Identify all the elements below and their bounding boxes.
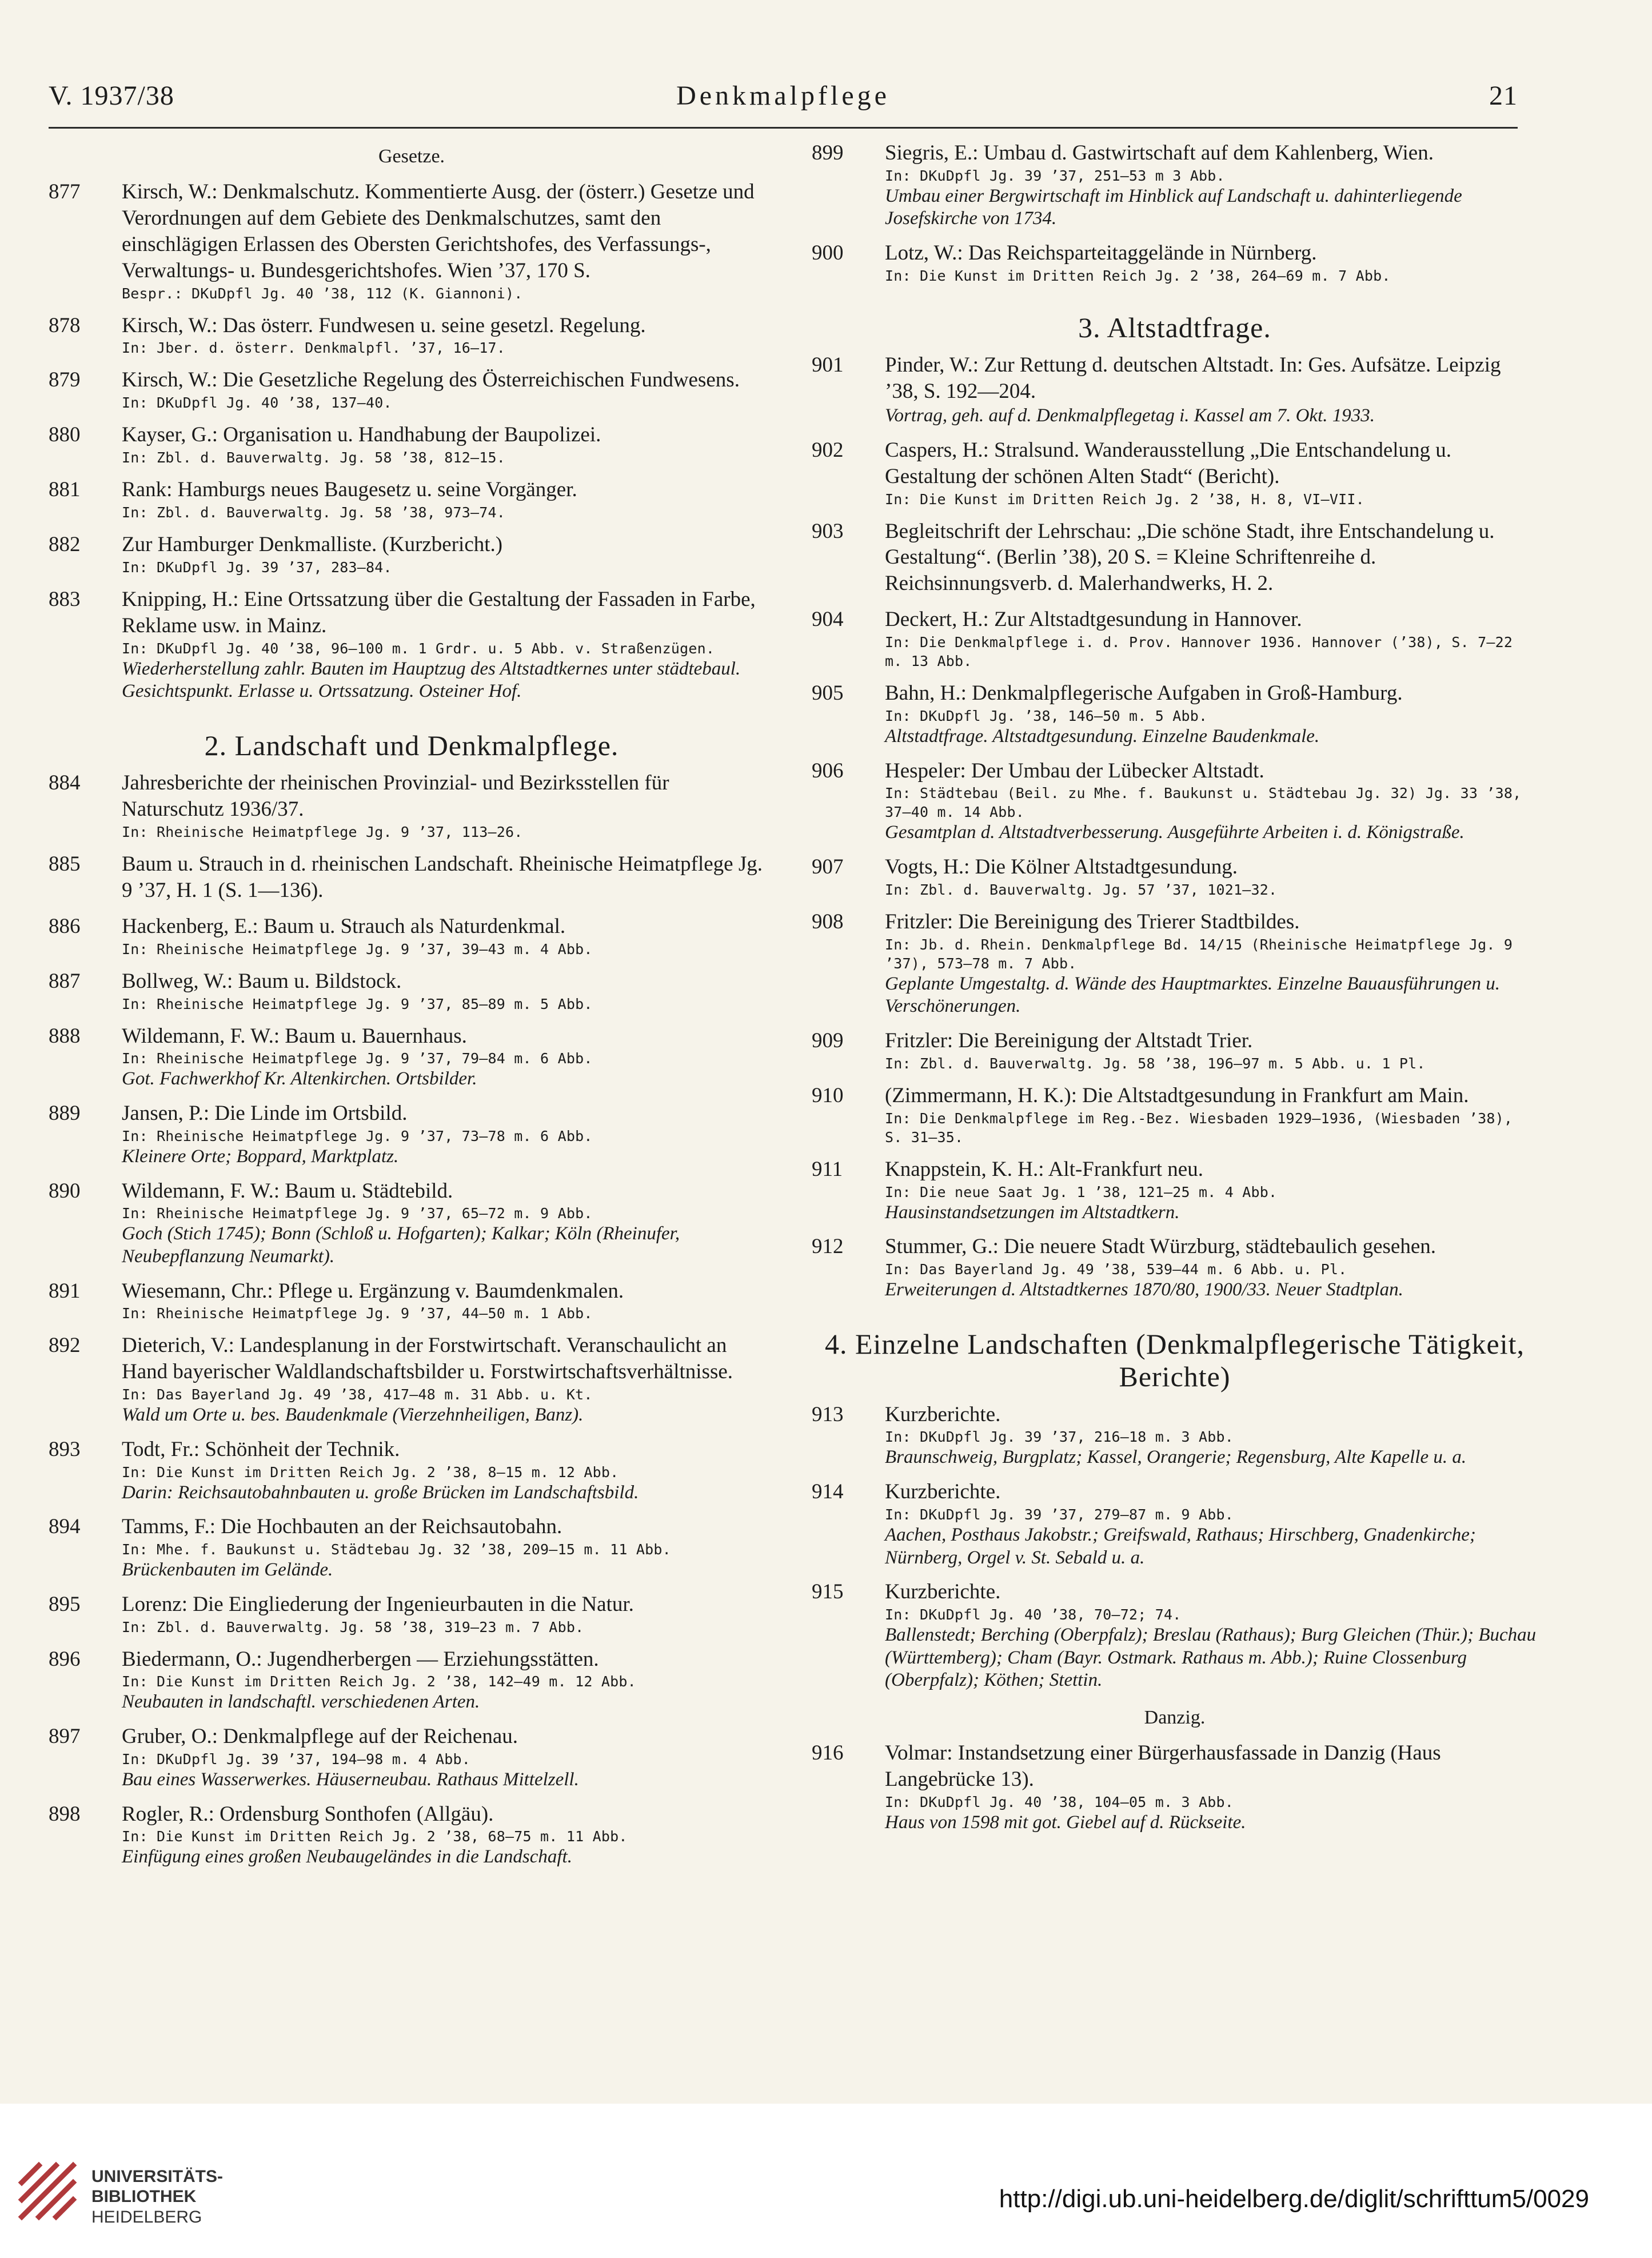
footer-bar — [0, 2104, 1652, 2258]
entry-citation: Vogts, H.: Die Kölner Altstadtgesundung. — [885, 855, 1238, 879]
entry-citation: Lotz, W.: Das Reichsparteitaggelände in Nürnberg. — [885, 241, 1317, 265]
entry-number: 905 — [812, 681, 844, 705]
entry-number: 878 — [49, 313, 81, 337]
entry-annotation: Einfügung eines großen Neubaugeländes in die Landschaft. — [122, 1846, 572, 1868]
right-column — [812, 140, 1538, 1844]
bibliography-entry — [812, 854, 1538, 899]
entry-source: In: Die Kunst im Dritten Reich Jg. 2 ’38, 8—15 m. 12 Abb. — [122, 1463, 619, 1481]
entry-number: 897 — [49, 1725, 81, 1749]
source-url-link[interactable]: http://digi.ub.uni-heidelberg.de/diglit/schrifttum5/0029 — [999, 2185, 1589, 2213]
entry-number: 898 — [49, 1802, 81, 1826]
bibliography-entry — [49, 477, 775, 522]
entry-citation: Bahn, H.: Denkmalpflegerische Aufgaben in Groß-Hamburg. — [885, 681, 1403, 705]
entry-number: 904 — [812, 608, 844, 632]
entry-annotation: Altstadtfrage. Altstadtgesundung. Einzelne Baudenkmale. — [885, 725, 1320, 747]
entry-annotation: Haus von 1598 mit got. Giebel auf d. Rückseite. — [885, 1812, 1246, 1833]
page-title: Denkmalpflege — [676, 81, 890, 111]
entry-citation: Siegris, E.: Umbau d. Gastwirtschaft auf dem Kahlenberg, Wien. — [885, 141, 1434, 165]
entry-source: Bespr.: DKuDpfl Jg. 40 ’38, 112 (K. Giannoni). — [122, 285, 523, 302]
entry-citation: Dieterich, V.: Landesplanung in der Forstwirtschaft. Veranschaulicht an Hand bayerischer Waldlandschaftsbilder u. Forstwirtschaftsverhältnisse. — [122, 1334, 733, 1384]
subhead-danzig: Danzig. — [1144, 1706, 1206, 1728]
entry-citation: Rogler, R.: Ordensburg Sonthofen (Allgäu). — [122, 1802, 494, 1826]
entry-source: In: DKuDpfl Jg. 40 ’38, 137—40. — [122, 394, 392, 412]
entry-number: 902 — [812, 438, 844, 462]
entry-source: In: Rheinische Heimatpflege Jg. 9 ’37, 44—50 m. 1 Abb. — [122, 1305, 593, 1322]
library-name-line: HEIDELBERG — [91, 2207, 202, 2227]
bibliography-entry — [812, 1028, 1538, 1073]
bibliography-entry — [49, 1178, 775, 1268]
entry-source: In: Rheinische Heimatpflege Jg. 9 ’37, 79—84 m. 6 Abb. — [122, 1050, 593, 1067]
bibliography-entry — [812, 1740, 1538, 1834]
bibliography-entry — [812, 240, 1538, 285]
bibliography-entry — [812, 909, 1538, 1018]
bibliography-entry — [49, 367, 775, 412]
entry-citation: Kurzberichte. — [885, 1580, 1001, 1604]
entry-source: In: DKuDpfl Jg. 40 ’38, 96—100 m. 1 Grdr. u. 5 Abb. v. Straßenzügen. — [122, 640, 715, 657]
bibliography-entry — [49, 1591, 775, 1637]
entry-source: In: DKuDpfl Jg. 39 ’37, 283—84. — [122, 558, 392, 576]
bibliography-entry — [49, 1023, 775, 1091]
entry-source: In: DKuDpfl Jg. ’38, 146—50 m. 5 Abb. — [885, 707, 1208, 724]
entry-annotation: Braunschweig, Burgplatz; Kassel, Orangerie; Regensburg, Alte Kapelle u. a. — [885, 1447, 1467, 1468]
entry-source: In: Die Kunst im Dritten Reich Jg. 2 ’38, 142—49 m. 12 Abb. — [122, 1673, 636, 1690]
entry-citation: Jahresberichte der rheinischen Provinzial- und Bezirksstellen für Naturschutz 1936/37. — [122, 771, 669, 821]
entry-citation: Zur Hamburger Denkmalliste. (Kurzbericht.) — [122, 533, 503, 556]
entry-number: 891 — [49, 1279, 81, 1303]
entry-source: In: DKuDpfl Jg. 39 ’37, 194—98 m. 4 Abb. — [122, 1750, 471, 1768]
entry-annotation: Vortrag, geh. auf d. Denkmalpflegetag i. Kassel am 7. Okt. 1933. — [885, 405, 1375, 426]
entry-number: 912 — [812, 1235, 844, 1259]
entry-annotation: Geplante Umgestaltg. d. Wände des Hauptmarktes. Einzelne Bauausführungen u. Verschönerungen. — [885, 973, 1501, 1017]
bibliography-entry — [49, 1724, 775, 1791]
entry-source: In: Rheinische Heimatpflege Jg. 9 ’37, 39—43 m. 4 Abb. — [122, 940, 593, 958]
entry-number: 899 — [812, 141, 844, 165]
bibliography-entry — [49, 587, 775, 703]
entry-source: In: Die Kunst im Dritten Reich Jg. 2 ’38, H. 8, VI—VII. — [885, 490, 1364, 508]
entry-source: In: DKuDpfl Jg. 39 ’37, 216—18 m. 3 Abb. — [885, 1429, 1234, 1446]
entry-annotation: Erweiterungen d. Altstadtkernes 1870/80, 1900/33. Neuer Stadtplan. — [885, 1279, 1403, 1300]
entry-citation: Caspers, H.: Stralsund. Wanderausstellung „Die Entschandelung u. Gestaltung der schönen Alten Stadt“ (Bericht). — [885, 438, 1452, 488]
volume-label: V. 1937/38 — [49, 81, 174, 111]
entry-list — [812, 352, 1538, 1301]
bibliography-entry — [49, 1333, 775, 1426]
entry-number: 892 — [49, 1334, 81, 1358]
entry-citation: Kurzberichte. — [885, 1402, 1001, 1426]
bibliography-entry — [49, 532, 775, 577]
entry-citation: Knipping, H.: Eine Ortssatzung über die Gestaltung der Fassaden in Farbe, Reklame usw. in Mainz. — [122, 587, 756, 637]
entry-source: In: DKuDpfl Jg. 40 ’38, 104—05 m. 3 Abb. — [885, 1793, 1234, 1810]
entry-source: In: DKuDpfl Jg. 40 ’38, 70—72; 74. — [885, 1606, 1182, 1623]
entry-annotation: Kleinere Orte; Boppard, Marktplatz. — [122, 1146, 399, 1167]
entry-number: 908 — [812, 909, 844, 933]
entry-annotation: Umbau einer Bergwirtschaft im Hinblick auf Landschaft u. dahinterliegende Josefskirche von 1734. — [885, 185, 1462, 229]
running-head — [49, 80, 1518, 120]
bibliography-entry — [49, 313, 775, 358]
entry-source: In: Zbl. d. Bauverwaltg. Jg. 58 ’38, 812—15. — [122, 449, 506, 466]
entry-citation: Wildemann, F. W.: Baum u. Bauernhaus. — [122, 1024, 467, 1048]
entry-source: In: DKuDpfl Jg. 39 ’37, 251—53 m 3 Abb. — [885, 167, 1225, 184]
section-title-landschaft: 2. Landschaft und Denkmalpflege. — [204, 729, 619, 761]
entry-source: In: Zbl. d. Bauverwaltg. Jg. 57 ’37, 1021—32. — [885, 881, 1278, 898]
entry-number: 906 — [812, 759, 844, 783]
entry-list — [49, 179, 775, 703]
entry-number: 886 — [49, 914, 81, 938]
bibliography-entry — [49, 1437, 775, 1504]
header-rule — [49, 127, 1518, 129]
entry-citation: Kirsch, W.: Denkmalschutz. Kommentierte Ausg. der (österr.) Gesetze und Verordnungen auf dem Gebiete des Denkmalschutzes, samt den einschlägigen Erlassen des Obersten Gerichtshofes, des Verfassungs-, Verwaltungs- u. Bundesgerichtshofes. Wien ’37, 170 S. — [122, 180, 755, 282]
entry-citation: Bollweg, W.: Baum u. Bildstock. — [122, 969, 402, 993]
entry-number: 913 — [812, 1402, 844, 1426]
entry-citation: Gruber, O.: Denkmalpflege auf der Reichenau. — [122, 1725, 518, 1749]
entry-annotation: Aachen, Posthaus Jakobstr.; Greifswald, Rathaus; Hirschberg, Gnadenkirche; Nürnberg, Orgel v. St. Sebald u. a. — [885, 1524, 1476, 1568]
entry-source: In: Zbl. d. Bauverwaltg. Jg. 58 ’38, 196—97 m. 5 Abb. u. 1 Pl. — [885, 1055, 1426, 1072]
library-name-line: BIBLIOTHEK — [91, 2187, 197, 2207]
bibliography-entry — [812, 1156, 1538, 1224]
entry-source: In: Rheinische Heimatpflege Jg. 9 ’37, 85—89 m. 5 Abb. — [122, 995, 593, 1012]
entry-number: 884 — [49, 771, 81, 795]
entry-citation: Pinder, W.: Zur Rettung d. deutschen Altstadt. In: Ges. Aufsätze. Leipzig ’38, S. 192—204. — [885, 353, 1501, 404]
entry-citation: Kurzberichte. — [885, 1480, 1001, 1504]
entry-number: 907 — [812, 855, 844, 879]
entry-number: 883 — [49, 587, 81, 611]
bibliography-entry — [812, 607, 1538, 671]
entry-source: In: Rheinische Heimatpflege Jg. 9 ’37, 73—78 m. 6 Abb. — [122, 1127, 593, 1144]
entry-list — [49, 770, 775, 1869]
bibliography-entry — [49, 1100, 775, 1168]
entry-citation: Begleitschrift der Lehrschau: „Die schöne Stadt, ihre Entschandelung u. Gestaltung“. (Berlin ’38), 20 S. = Kleine Schriftenreihe d. Reichsinnungsverb. d. Malerhandwerks, H. 2. — [885, 519, 1495, 596]
entry-source: In: Mhe. f. Baukunst u. Städtebau Jg. 32 ’38, 209—15 m. 11 Abb. — [122, 1541, 671, 1558]
entry-list — [812, 1740, 1538, 1834]
entry-citation: Knappstein, K. H.: Alt-Frankfurt neu. — [885, 1157, 1203, 1181]
entry-citation: Lorenz: Die Eingliederung der Ingenieurbauten in die Natur. — [122, 1592, 634, 1616]
bibliography-entry — [812, 352, 1538, 427]
entry-annotation: Darin: Reichsautobahnbauten u. große Brücken im Landschaftsbild. — [122, 1482, 639, 1503]
bibliography-entry — [812, 758, 1538, 844]
entry-citation: Fritzler: Die Bereinigung des Trierer Stadtbildes. — [885, 909, 1300, 933]
entry-annotation: Bau eines Wasserwerkes. Häuserneubau. Rathaus Mittelzell. — [122, 1769, 579, 1790]
entry-number: 914 — [812, 1480, 844, 1504]
bibliography-entry — [49, 968, 775, 1014]
entry-source: In: Zbl. d. Bauverwaltg. Jg. 58 ’38, 319—23 m. 7 Abb. — [122, 1618, 584, 1635]
entry-citation: Jansen, P.: Die Linde im Ortsbild. — [122, 1102, 408, 1126]
entry-citation: Stummer, G.: Die neuere Stadt Würzburg, städtebaulich gesehen. — [885, 1235, 1436, 1259]
entry-citation: Rank: Hamburgs neues Baugesetz u. seine Vorgänger. — [122, 478, 577, 502]
entry-citation: Kirsch, W.: Das österr. Fundwesen u. seine gesetzl. Regelung. — [122, 313, 646, 337]
entry-number: 880 — [49, 423, 81, 447]
entry-source: In: DKuDpfl Jg. 39 ’37, 279—87 m. 9 Abb. — [885, 1506, 1234, 1523]
entry-source: In: Die Denkmalpflege im Reg.-Bez. Wiesbaden 1929—1936, (Wiesbaden ’38), S. 31—35. — [885, 1110, 1513, 1146]
entry-citation: Deckert, H.: Zur Altstadtgesundung in Hannover. — [885, 608, 1302, 632]
entry-number: 915 — [812, 1580, 844, 1604]
library-name — [91, 2167, 223, 2227]
entry-annotation: Wiederherstellung zahlr. Bauten im Hauptzug des Altstadtkernes unter städtebaul. Gesichtspunkt. Erlasse u. Ortssatzung. Osteiner Hof. — [122, 658, 741, 702]
library-logo-icon — [16, 2160, 79, 2223]
bibliography-entry — [812, 680, 1538, 748]
bibliography-entry — [49, 1801, 775, 1869]
entry-annotation: Goch (Stich 1745); Bonn (Schloß u. Hofgarten); Kalkar; Köln (Rheinufer, Neubepflanzung Neumarkt). — [122, 1223, 680, 1267]
entry-number: 903 — [812, 519, 844, 543]
bibliography-entry — [49, 913, 775, 959]
entry-citation: Kayser, G.: Organisation u. Handhabung der Baupolizei. — [122, 423, 601, 447]
entry-annotation: Wald um Orte u. bes. Baudenkmale (Vierzehnheiligen, Banz). — [122, 1405, 584, 1426]
entry-source: In: Rheinische Heimatpflege Jg. 9 ’37, 65—72 m. 9 Abb. — [122, 1205, 593, 1222]
bibliography-entry — [49, 1278, 775, 1323]
entry-number: 911 — [812, 1157, 843, 1181]
bibliography-entry — [812, 1479, 1538, 1569]
entry-source: In: Jber. d. österr. Denkmalpfl. ’37, 16—17. — [122, 340, 506, 357]
entry-citation: Wiesemann, Chr.: Pflege u. Ergänzung v. Baumdenkmalen. — [122, 1279, 624, 1303]
entry-citation: Fritzler: Die Bereinigung der Altstadt Trier. — [885, 1028, 1253, 1052]
bibliography-entry — [812, 1579, 1538, 1692]
entry-number: 879 — [49, 368, 81, 392]
entry-number: 888 — [49, 1024, 81, 1048]
entry-citation: Tamms, F.: Die Hochbauten an der Reichsautobahn. — [122, 1515, 562, 1539]
page-number: 21 — [1489, 81, 1518, 111]
bibliography-entry — [812, 437, 1538, 509]
entry-citation: Kirsch, W.: Die Gesetzliche Regelung des Österreichischen Fundwesens. — [122, 368, 740, 392]
entry-annotation: Neubauten in landschaftl. verschiedenen Arten. — [122, 1691, 480, 1713]
entry-annotation: Got. Fachwerkhof Kr. Altenkirchen. Ortsbilder. — [122, 1068, 477, 1090]
entry-number: 887 — [49, 969, 81, 993]
entry-number: 916 — [812, 1741, 844, 1765]
entry-source: In: Die neue Saat Jg. 1 ’38, 121—25 m. 4 Abb. — [885, 1183, 1278, 1200]
entry-source: In: Die Denkmalpflege i. d. Prov. Hannover 1936. Hannover (’38), S. 7—22 m. 13 Abb. — [885, 634, 1513, 670]
entry-number: 895 — [49, 1592, 81, 1616]
entry-annotation: Hausinstandsetzungen im Altstadtkern. — [885, 1202, 1180, 1223]
entry-source: In: Rheinische Heimatpflege Jg. 9 ’37, 113—26. — [122, 824, 523, 841]
entry-number: 910 — [812, 1083, 844, 1107]
section-title-altstadtfrage: 3. Altstadtfrage. — [1078, 311, 1271, 344]
entry-source: In: Die Kunst im Dritten Reich Jg. 2 ’38, 68—75 m. 11 Abb. — [122, 1828, 628, 1845]
entry-citation: Baum u. Strauch in d. rheinischen Landschaft. Rheinische Heimatpflege Jg. 9 ’37, H. 1 (S. 1—136). — [122, 852, 763, 902]
entry-number: 901 — [812, 353, 844, 377]
entry-citation: Hespeler: Der Umbau der Lübecker Altstadt. — [885, 759, 1264, 783]
entry-source: In: Das Bayerland Jg. 49 ’38, 417—48 m. 31 Abb. u. Kt. — [122, 1386, 593, 1403]
bibliography-entry — [812, 1083, 1538, 1147]
entry-number: 909 — [812, 1028, 844, 1052]
bibliography-entry — [812, 1402, 1538, 1469]
entry-citation: Biedermann, O.: Jugendherbergen — Erziehungsstätten. — [122, 1647, 599, 1671]
entry-number: 890 — [49, 1179, 81, 1203]
entry-source: In: Zbl. d. Bauverwaltg. Jg. 58 ’38, 973—74. — [122, 504, 506, 521]
entry-list — [812, 1402, 1538, 1692]
bibliography-entry — [49, 851, 775, 904]
left-column — [49, 140, 775, 1878]
entry-source: In: Die Kunst im Dritten Reich Jg. 2 ’38, 264—69 m. 7 Abb. — [885, 267, 1391, 284]
entry-number: 882 — [49, 533, 81, 556]
entry-annotation: Brückenbauten im Gelände. — [122, 1559, 333, 1581]
library-name-line: UNIVERSITÄTS- — [91, 2167, 224, 2186]
entry-citation: Hackenberg, E.: Baum u. Strauch als Naturdenkmal. — [122, 914, 566, 938]
entry-citation: (Zimmermann, H. K.): Die Altstadtgesundung in Frankfurt am Main. — [885, 1083, 1469, 1107]
entry-source: In: Jb. d. Rhein. Denkmalpflege Bd. 14/15 (Rheinische Heimatpflege Jg. 9 ’37), 573—78 m. 7 Abb. — [885, 936, 1513, 972]
entry-number: 881 — [49, 478, 81, 502]
entry-number: 877 — [49, 180, 81, 204]
entry-number: 896 — [49, 1647, 81, 1671]
entry-citation: Todt, Fr.: Schönheit der Technik. — [122, 1437, 400, 1461]
entry-source: In: Das Bayerland Jg. 49 ’38, 539—44 m. 6 Abb. u. Pl. — [885, 1261, 1347, 1278]
bibliography-entry — [49, 422, 775, 467]
entry-annotation: Ballenstedt; Berching (Oberpfalz); Breslau (Rathaus); Burg Gleichen (Thür.); Buchau (Württemberg); Cham (Bayr. Ostmark. Rathaus m. Abb.); Ruine Clossenburg (Oberpfalz); Köthen; Stettin. — [885, 1625, 1537, 1691]
entry-list — [812, 140, 1538, 285]
entry-number: 900 — [812, 241, 844, 265]
bibliography-entry — [49, 1646, 775, 1714]
entry-number: 889 — [49, 1102, 81, 1126]
section-title-einzelne-landschaften: 4. Einzelne Landschaften (Denkmalpflegerische Tätigkeit, Berichte) — [824, 1327, 1525, 1393]
bibliography-entry — [812, 140, 1538, 230]
entry-annotation: Gesamtplan d. Altstadtverbesserung. Ausgeführte Arbeiten i. d. Königstraße. — [885, 822, 1465, 843]
subhead-gesetze: Gesetze. — [378, 146, 445, 167]
bibliography-entry — [812, 1234, 1538, 1301]
entry-source: In: Städtebau (Beil. zu Mhe. f. Baukunst u. Städtebau Jg. 32) Jg. 33 ’38, 37—40 m. 14 Abb. — [885, 785, 1522, 821]
entry-number: 894 — [49, 1515, 81, 1539]
bibliography-entry — [49, 1514, 775, 1581]
entry-citation: Wildemann, F. W.: Baum u. Städtebild. — [122, 1179, 453, 1203]
entry-number: 893 — [49, 1437, 81, 1461]
entry-number: 885 — [49, 852, 81, 876]
bibliography-entry — [49, 179, 775, 303]
bibliography-entry — [49, 770, 775, 841]
bibliography-entry — [812, 518, 1538, 597]
entry-citation: Volmar: Instandsetzung einer Bürgerhausfassade in Danzig (Haus Langebrücke 13). — [885, 1741, 1441, 1791]
